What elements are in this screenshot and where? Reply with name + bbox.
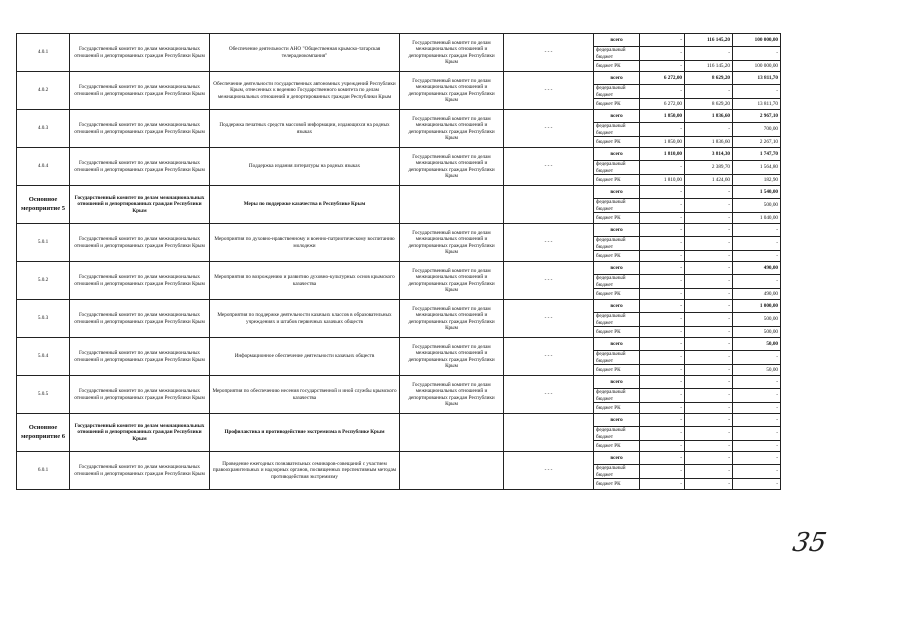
term-cell: - - - [504,300,594,338]
amount-cell: - [640,186,685,199]
executor-cell: Государственный комитет по делам межнациональных отношений и депортированных граждан Республики Крым [70,224,210,262]
amount-cell: 1 850,00 [640,137,685,148]
coexecutor-cell: Государственный комитет по делам межнациональных отношений и депортированных граждан Республики Крым [400,262,504,300]
amount-cell: - [640,376,685,389]
amount-cell: 116 145,20 [685,61,733,72]
coexecutor-cell: Государственный комитет по делам межнациональных отношений и депортированных граждан Республики Крым [400,376,504,414]
amount-cell: - [685,275,733,289]
mero-code-cell: 4.0.2 [17,72,70,110]
amount-cell: - [685,338,733,351]
coexecutor-cell: Государственный комитет по делам межнациональных отношений и депортированных граждан Республики Крым [400,110,504,148]
amount-cell: - [685,351,733,365]
amount-cell: - [733,389,781,403]
budget-source-label: бюджет РК [594,479,640,490]
amount-cell: 6 272,00 [640,72,685,85]
amount-cell: - [733,224,781,237]
table-row [17,452,781,465]
amount-cell: - [685,199,733,213]
budget-source-label: бюджет РК [594,365,640,376]
amount-cell: 50,00 [733,365,781,376]
table-row [17,186,781,199]
table-row [17,72,781,85]
amount-cell: - [733,47,781,61]
measure-name-cell: Обеспечение деятельности АНО "Общественная крымско-татарская телерадиокомпания" [210,34,400,72]
amount-cell: - [640,313,685,327]
amount-cell: 500,00 [733,199,781,213]
budget-source-label: бюджет РК [594,99,640,110]
budget-source-label: федеральный бюджет [594,161,640,175]
amount-cell: - [685,123,733,137]
amount-cell: - [640,213,685,224]
budget-source-label: всего [594,262,640,275]
budget-source-label: федеральный бюджет [594,465,640,479]
amount-cell: - [640,161,685,175]
term-cell: - - - [504,34,594,72]
amount-cell: 1 040,00 [733,213,781,224]
amount-cell: - [640,389,685,403]
amount-cell: - [685,85,733,99]
measure-name-cell: Мероприятия по духовно-нравственному и военно-патриотическому воспитанию молодежи [210,224,400,262]
amount-cell: 3 814,30 [685,148,733,161]
executor-cell: Государственный комитет по делам межнациональных отношений и депортированных граждан Республики Крым [70,148,210,186]
mero-code-cell: 5.0.1 [17,224,70,262]
budget-source-label: всего [594,300,640,313]
executor-cell: Государственный комитет по делам межнациональных отношений и депортированных граждан Республики Крым [70,338,210,376]
coexecutor-cell: Государственный комитет по делам межнациональных отношений и депортированных граждан Республики Крым [400,338,504,376]
budget-source-label: бюджет РК [594,327,640,338]
amount-cell: - [640,34,685,47]
mero-code-cell: 4.0.4 [17,148,70,186]
coexecutor-cell: Государственный комитет по делам межнациональных отношений и депортированных граждан Республики Крым [400,300,504,338]
budget-source-label: всего [594,376,640,389]
mero-code-cell: 4.0.3 [17,110,70,148]
measure-name-cell: Профилактика и противодействие экстремизма в Республике Крым [210,414,400,452]
amount-cell: - [640,452,685,465]
amount-cell: 13 811,70 [733,72,781,85]
budget-source-label: федеральный бюджет [594,313,640,327]
amount-cell: - [685,389,733,403]
amount-cell: - [640,262,685,275]
amount-cell: - [640,123,685,137]
amount-cell: - [685,300,733,313]
budget-source-label: всего [594,34,640,47]
coexecutor-cell [400,186,504,224]
budget-source-label: федеральный бюджет [594,237,640,251]
amount-cell: 8 629,20 [685,99,733,110]
amount-cell: 2 967,10 [733,110,781,123]
amount-cell: - [640,47,685,61]
amount-cell: 116 145,20 [685,34,733,47]
amount-cell: - [733,414,781,427]
amount-cell: - [733,465,781,479]
amount-cell: - [733,479,781,490]
amount-cell: - [733,452,781,465]
amount-cell: - [640,365,685,376]
measure-name-cell: Мероприятия по поддержке деятельности казачьих классов в образовательных учреждениях и штабов первичных казачьих обществ [210,300,400,338]
term-cell: - - - [504,110,594,148]
amount-cell: - [685,427,733,441]
mero-code-cell: 5.0.5 [17,376,70,414]
budget-source-label: всего [594,72,640,85]
amount-cell: - [733,275,781,289]
budget-source-label: бюджет РК [594,403,640,414]
amount-cell: 50,00 [733,338,781,351]
budget-source-label: бюджет РК [594,175,640,186]
amount-cell: 700,00 [733,123,781,137]
budget-source-label: всего [594,452,640,465]
table-row [17,300,781,313]
amount-cell: - [640,327,685,338]
budget-source-label: бюджет РК [594,251,640,262]
measure-name-cell: Поддержка издания литературы на родных языках [210,148,400,186]
mero-code-cell: Основное мероприятие 6 [17,414,70,452]
amount-cell: - [685,262,733,275]
amount-cell: - [733,376,781,389]
table-row [17,34,781,47]
term-cell: - - - [504,376,594,414]
measure-name-cell: Меры по поддержке казачества в Республике Крым [210,186,400,224]
amount-cell: - [640,85,685,99]
amount-cell: - [685,452,733,465]
amount-cell: - [685,47,733,61]
coexecutor-cell: Государственный комитет по делам межнациональных отношений и депортированных граждан Республики Крым [400,148,504,186]
amount-cell: - [733,85,781,99]
amount-cell: - [685,376,733,389]
amount-cell: - [640,403,685,414]
amount-cell: 182,90 [733,175,781,186]
amount-cell: 6 272,00 [640,99,685,110]
amount-cell: - [733,441,781,452]
table-row [17,376,781,389]
term-cell: - - - [504,72,594,110]
coexecutor-cell: Государственный комитет по делам межнациональных отношений и депортированных граждан Республики Крым [400,224,504,262]
amount-cell: - [685,403,733,414]
amount-cell: - [733,351,781,365]
term-cell: - - - [504,338,594,376]
amount-cell: 1 836,60 [685,137,733,148]
executor-cell: Государственный комитет по делам межнациональных отношений и депортированных граждан Республики Крым [70,110,210,148]
amount-cell: 1 424,60 [685,175,733,186]
amount-cell: 1 000,00 [733,300,781,313]
measure-name-cell: Мероприятия по обеспечению несения государственной и иной службы крымского казачества [210,376,400,414]
amount-cell: 1 850,00 [640,110,685,123]
amount-cell: 1 747,70 [733,148,781,161]
coexecutor-cell: Государственный комитет по делам межнациональных отношений и депортированных граждан Республики Крым [400,34,504,72]
budget-source-label: федеральный бюджет [594,427,640,441]
executor-cell: Государственный комитет по делам межнациональных отношений и депортированных граждан Республики Крым [70,300,210,338]
amount-cell: - [733,251,781,262]
amount-cell: - [640,351,685,365]
executor-cell: Государственный комитет по делам межнациональных отношений и депортированных граждан Республики Крым [70,186,210,224]
amount-cell: 100 000,00 [733,61,781,72]
page-number: 35 [790,528,829,558]
executor-cell: Государственный комитет по делам межнациональных отношений и депортированных граждан Республики Крым [70,376,210,414]
amount-cell: - [685,186,733,199]
amount-cell: - [640,479,685,490]
amount-cell: - [685,224,733,237]
term-cell [504,186,594,224]
amount-cell: 1 540,00 [733,186,781,199]
amount-cell: - [685,465,733,479]
term-cell [504,414,594,452]
executor-cell: Государственный комитет по делам межнациональных отношений и депортированных граждан Республики Крым [70,34,210,72]
amount-cell: 490,00 [733,262,781,275]
amount-cell: - [685,213,733,224]
mero-code-cell: 5.0.4 [17,338,70,376]
measure-name-cell: Поддержка печатных средств массовой информации, издающихся на родных языках [210,110,400,148]
budget-source-label: федеральный бюджет [594,389,640,403]
amount-cell: - [640,275,685,289]
amount-cell: - [685,479,733,490]
amount-cell: 1 810,00 [640,175,685,186]
budget-source-label: федеральный бюджет [594,85,640,99]
measure-name-cell: Информационное обеспечение деятельности казачьих обществ [210,338,400,376]
amount-cell: - [733,427,781,441]
amount-cell: - [685,313,733,327]
amount-cell: - [640,414,685,427]
amount-cell: - [640,237,685,251]
amount-cell: 1 564,80 [733,161,781,175]
amount-cell: 500,00 [733,313,781,327]
budget-source-label: бюджет РК [594,213,640,224]
mero-code-cell: Основное мероприятие 5 [17,186,70,224]
table-row [17,148,781,161]
table-body [17,34,781,490]
executor-cell: Государственный комитет по делам межнациональных отношений и депортированных граждан Республики Крым [70,72,210,110]
mero-code-cell: 6.0.1 [17,452,70,490]
amount-cell: - [640,251,685,262]
amount-cell: - [640,300,685,313]
budget-source-label: всего [594,224,640,237]
amount-cell: 1 810,00 [640,148,685,161]
executor-cell: Государственный комитет по делам межнациональных отношений и депортированных граждан Республики Крым [70,262,210,300]
measure-name-cell: Мероприятия по возрождению и развитию духовно-культурных основ крымского казачества [210,262,400,300]
amount-cell: 100 000,00 [733,34,781,47]
amount-cell: - [640,441,685,452]
amount-cell: - [640,224,685,237]
budget-table [16,33,781,490]
table-row [17,224,781,237]
executor-cell: Государственный комитет по делам межнациональных отношений и депортированных граждан Республики Крым [70,414,210,452]
budget-source-label: федеральный бюджет [594,351,640,365]
amount-cell: - [733,237,781,251]
amount-cell: 2 389,70 [685,161,733,175]
budget-source-label: всего [594,110,640,123]
budget-source-label: бюджет РК [594,137,640,148]
table-row [17,262,781,275]
term-cell: - - - [504,452,594,490]
budget-source-label: всего [594,148,640,161]
amount-cell: - [685,237,733,251]
amount-cell: - [640,199,685,213]
amount-cell: - [640,427,685,441]
coexecutor-cell [400,414,504,452]
amount-cell: - [640,465,685,479]
amount-cell: - [685,289,733,300]
amount-cell: 1 836,60 [685,110,733,123]
amount-cell: - [685,414,733,427]
budget-source-label: федеральный бюджет [594,199,640,213]
budget-source-label: федеральный бюджет [594,275,640,289]
amount-cell: 8 629,20 [685,72,733,85]
coexecutor-cell [400,452,504,490]
amount-cell: - [685,365,733,376]
amount-cell: - [685,251,733,262]
amount-cell: - [640,289,685,300]
mero-code-cell: 4.0.1 [17,34,70,72]
term-cell: - - - [504,224,594,262]
measure-name-cell: Обеспечение деятельности государственных автономных учреждений Республики Крым, отнесенных к ведению Государственного комитета по делам межнациональных отношений и депортированных граждан Республики Крым [210,72,400,110]
amount-cell: - [733,403,781,414]
table-row [17,338,781,351]
budget-source-label: федеральный бюджет [594,47,640,61]
budget-source-label: всего [594,338,640,351]
amount-cell: 490,00 [733,289,781,300]
amount-cell: 13 811,70 [733,99,781,110]
table-row [17,110,781,123]
table-row [17,414,781,427]
mero-code-cell: 5.0.2 [17,262,70,300]
amount-cell: - [640,338,685,351]
amount-cell: 500,00 [733,327,781,338]
amount-cell: - [685,327,733,338]
amount-cell: - [685,441,733,452]
budget-source-label: бюджет РК [594,61,640,72]
measure-name-cell: Проведение ежегодных познавательных семинаров-совещаний с участием правоохранительных и надзорных органов, посвященных перспективным методам противодействия экстремизму [210,452,400,490]
budget-source-label: всего [594,414,640,427]
budget-source-label: всего [594,186,640,199]
term-cell: - - - [504,262,594,300]
amount-cell: 2 267,10 [733,137,781,148]
mero-code-cell: 5.0.3 [17,300,70,338]
term-cell: - - - [504,148,594,186]
executor-cell: Государственный комитет по делам межнациональных отношений и депортированных граждан Республики Крым [70,452,210,490]
amount-cell: - [640,61,685,72]
budget-source-label: бюджет РК [594,441,640,452]
budget-source-label: бюджет РК [594,289,640,300]
budget-source-label: федеральный бюджет [594,123,640,137]
coexecutor-cell: Государственный комитет по делам межнациональных отношений и депортированных граждан Республики Крым [400,72,504,110]
